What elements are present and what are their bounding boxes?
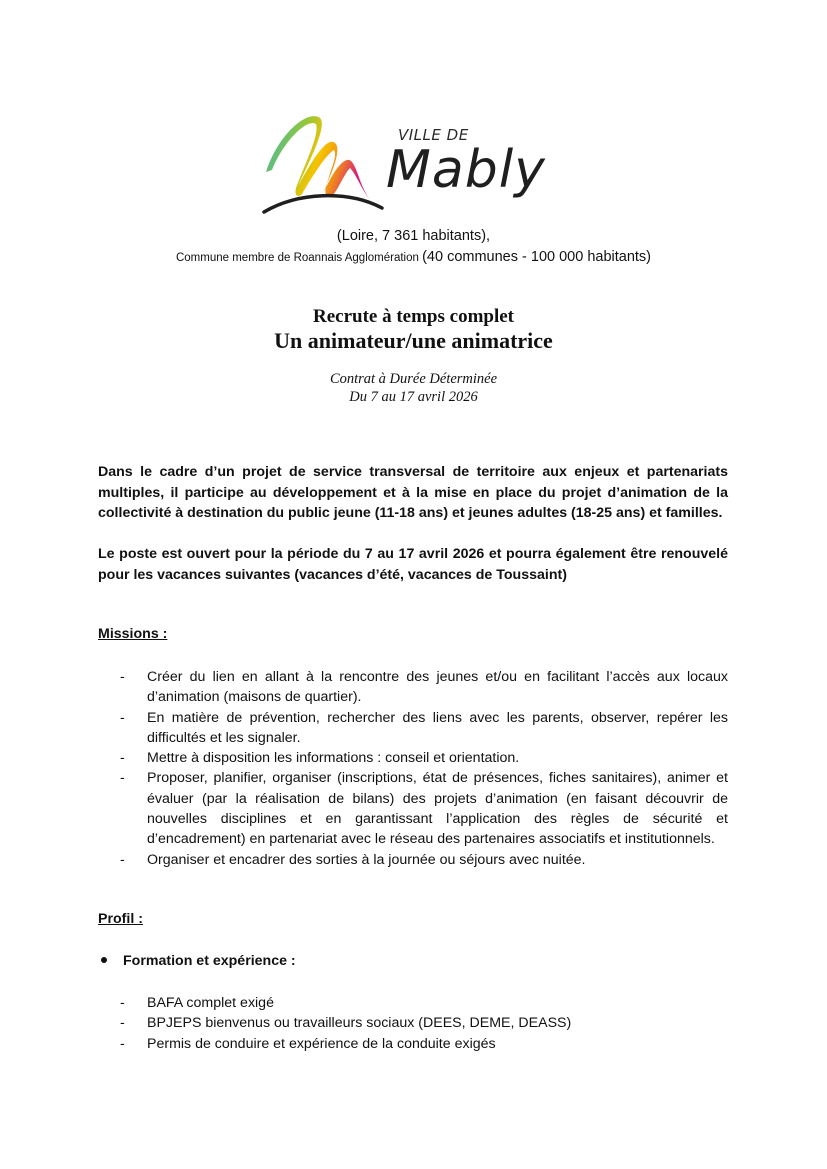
intro-agglo-text: (40 communes - 100 000 habitants) — [422, 249, 651, 265]
mission-text: Organiser et encadrer des sorties à la journée ou séjours avec nuitée. — [147, 851, 586, 868]
profil-list — [120, 993, 728, 1054]
logo-name: Mably — [386, 140, 546, 200]
dash-bullet-icon: - — [120, 851, 125, 868]
contract-type: Contrat à Durée Déterminée — [329, 371, 498, 387]
profil-text: BAFA complet exigé — [147, 995, 274, 1011]
dash-bullet-icon: - — [120, 1035, 125, 1052]
dash-bullet-icon: - — [120, 1015, 125, 1032]
dash-bullet-icon: - — [120, 669, 125, 685]
mission-item — [120, 748, 728, 768]
formation-subheading-text: Formation et expérience : — [123, 953, 296, 969]
mission-item — [120, 667, 728, 708]
profil-item — [120, 1034, 728, 1054]
mission-text: Mettre à disposition les informations : conseil et orientation. — [147, 750, 520, 767]
mission-text: Proposer, planifier, organiser (inscriptions, état de présences, fiches sanitaires), animer et évaluer (par la réalisation de bilans) des projets d’animation (en faisant découvrir de nouvelles disciplines et en garantissant l’application des règles de sécurité et d’encadrement) en partenariat avec le réseau des partenaires associatifs et institutionnels. — [147, 770, 728, 848]
profil-item — [120, 993, 728, 1013]
recruitment-heading: Recrute à temps complet — [312, 306, 514, 327]
description-paragraph-1: Dans le cadre d’un projet de service transversal de territoire aux enjeux et partenariats multiples, il participe au développement et à la mise en place du projet d’animation de la collectivité à destination du public jeune (11-18 ans) et jeunes adultes (18-25 ans) et familles. — [98, 464, 728, 522]
mission-item — [120, 768, 728, 849]
dash-bullet-icon: - — [120, 709, 125, 726]
logo-prefix: VILLE DE — [398, 126, 469, 144]
missions-heading: Missions : — [98, 626, 168, 642]
mission-item — [120, 708, 728, 749]
job-title: Un animateur/une animatrice — [274, 328, 553, 353]
mission-text: Créer du lien en allant à la rencontre des jeunes et/ou en facilitant l’accès aux locaux d’animation (maisons de quartier). — [147, 669, 728, 706]
round-bullet-icon — [101, 957, 107, 963]
dash-bullet-icon: - — [120, 770, 125, 787]
mission-item — [120, 850, 728, 870]
profil-text: BPJEPS bienvenus ou travailleurs sociaux (DEES, DEME, DEASS) — [147, 1015, 572, 1032]
intro-line-2 — [0, 248, 827, 266]
mission-text: En matière de prévention, rechercher des liens avec les parents, observer, repérer les difficultés et les signaler. — [147, 709, 728, 746]
intro-commune-text: Commune membre de Roannais Agglomération — [175, 252, 423, 264]
dash-bullet-icon: - — [120, 995, 125, 1011]
profil-item — [120, 1013, 728, 1033]
missions-list — [120, 667, 728, 870]
description-paragraph-2: Le poste est ouvert pour la période du 7 au 17 avril 2026 et pourra également être renouvelé pour les vacances suivantes (vacances d’été, vacances de Toussaint) — [98, 546, 728, 583]
formation-subheading — [98, 953, 296, 969]
intro-line-1: (Loire, 7 361 habitants), — [336, 228, 491, 244]
profil-text: Permis de conduire et expérience de la conduite exigés — [147, 1035, 496, 1052]
ville-de-mably-logo — [258, 104, 578, 216]
logo-m-swoosh-icon — [258, 104, 388, 216]
profil-heading: Profil : — [98, 911, 143, 927]
dash-bullet-icon: - — [120, 750, 125, 767]
contract-dates: Du 7 au 17 avril 2026 — [349, 389, 478, 405]
